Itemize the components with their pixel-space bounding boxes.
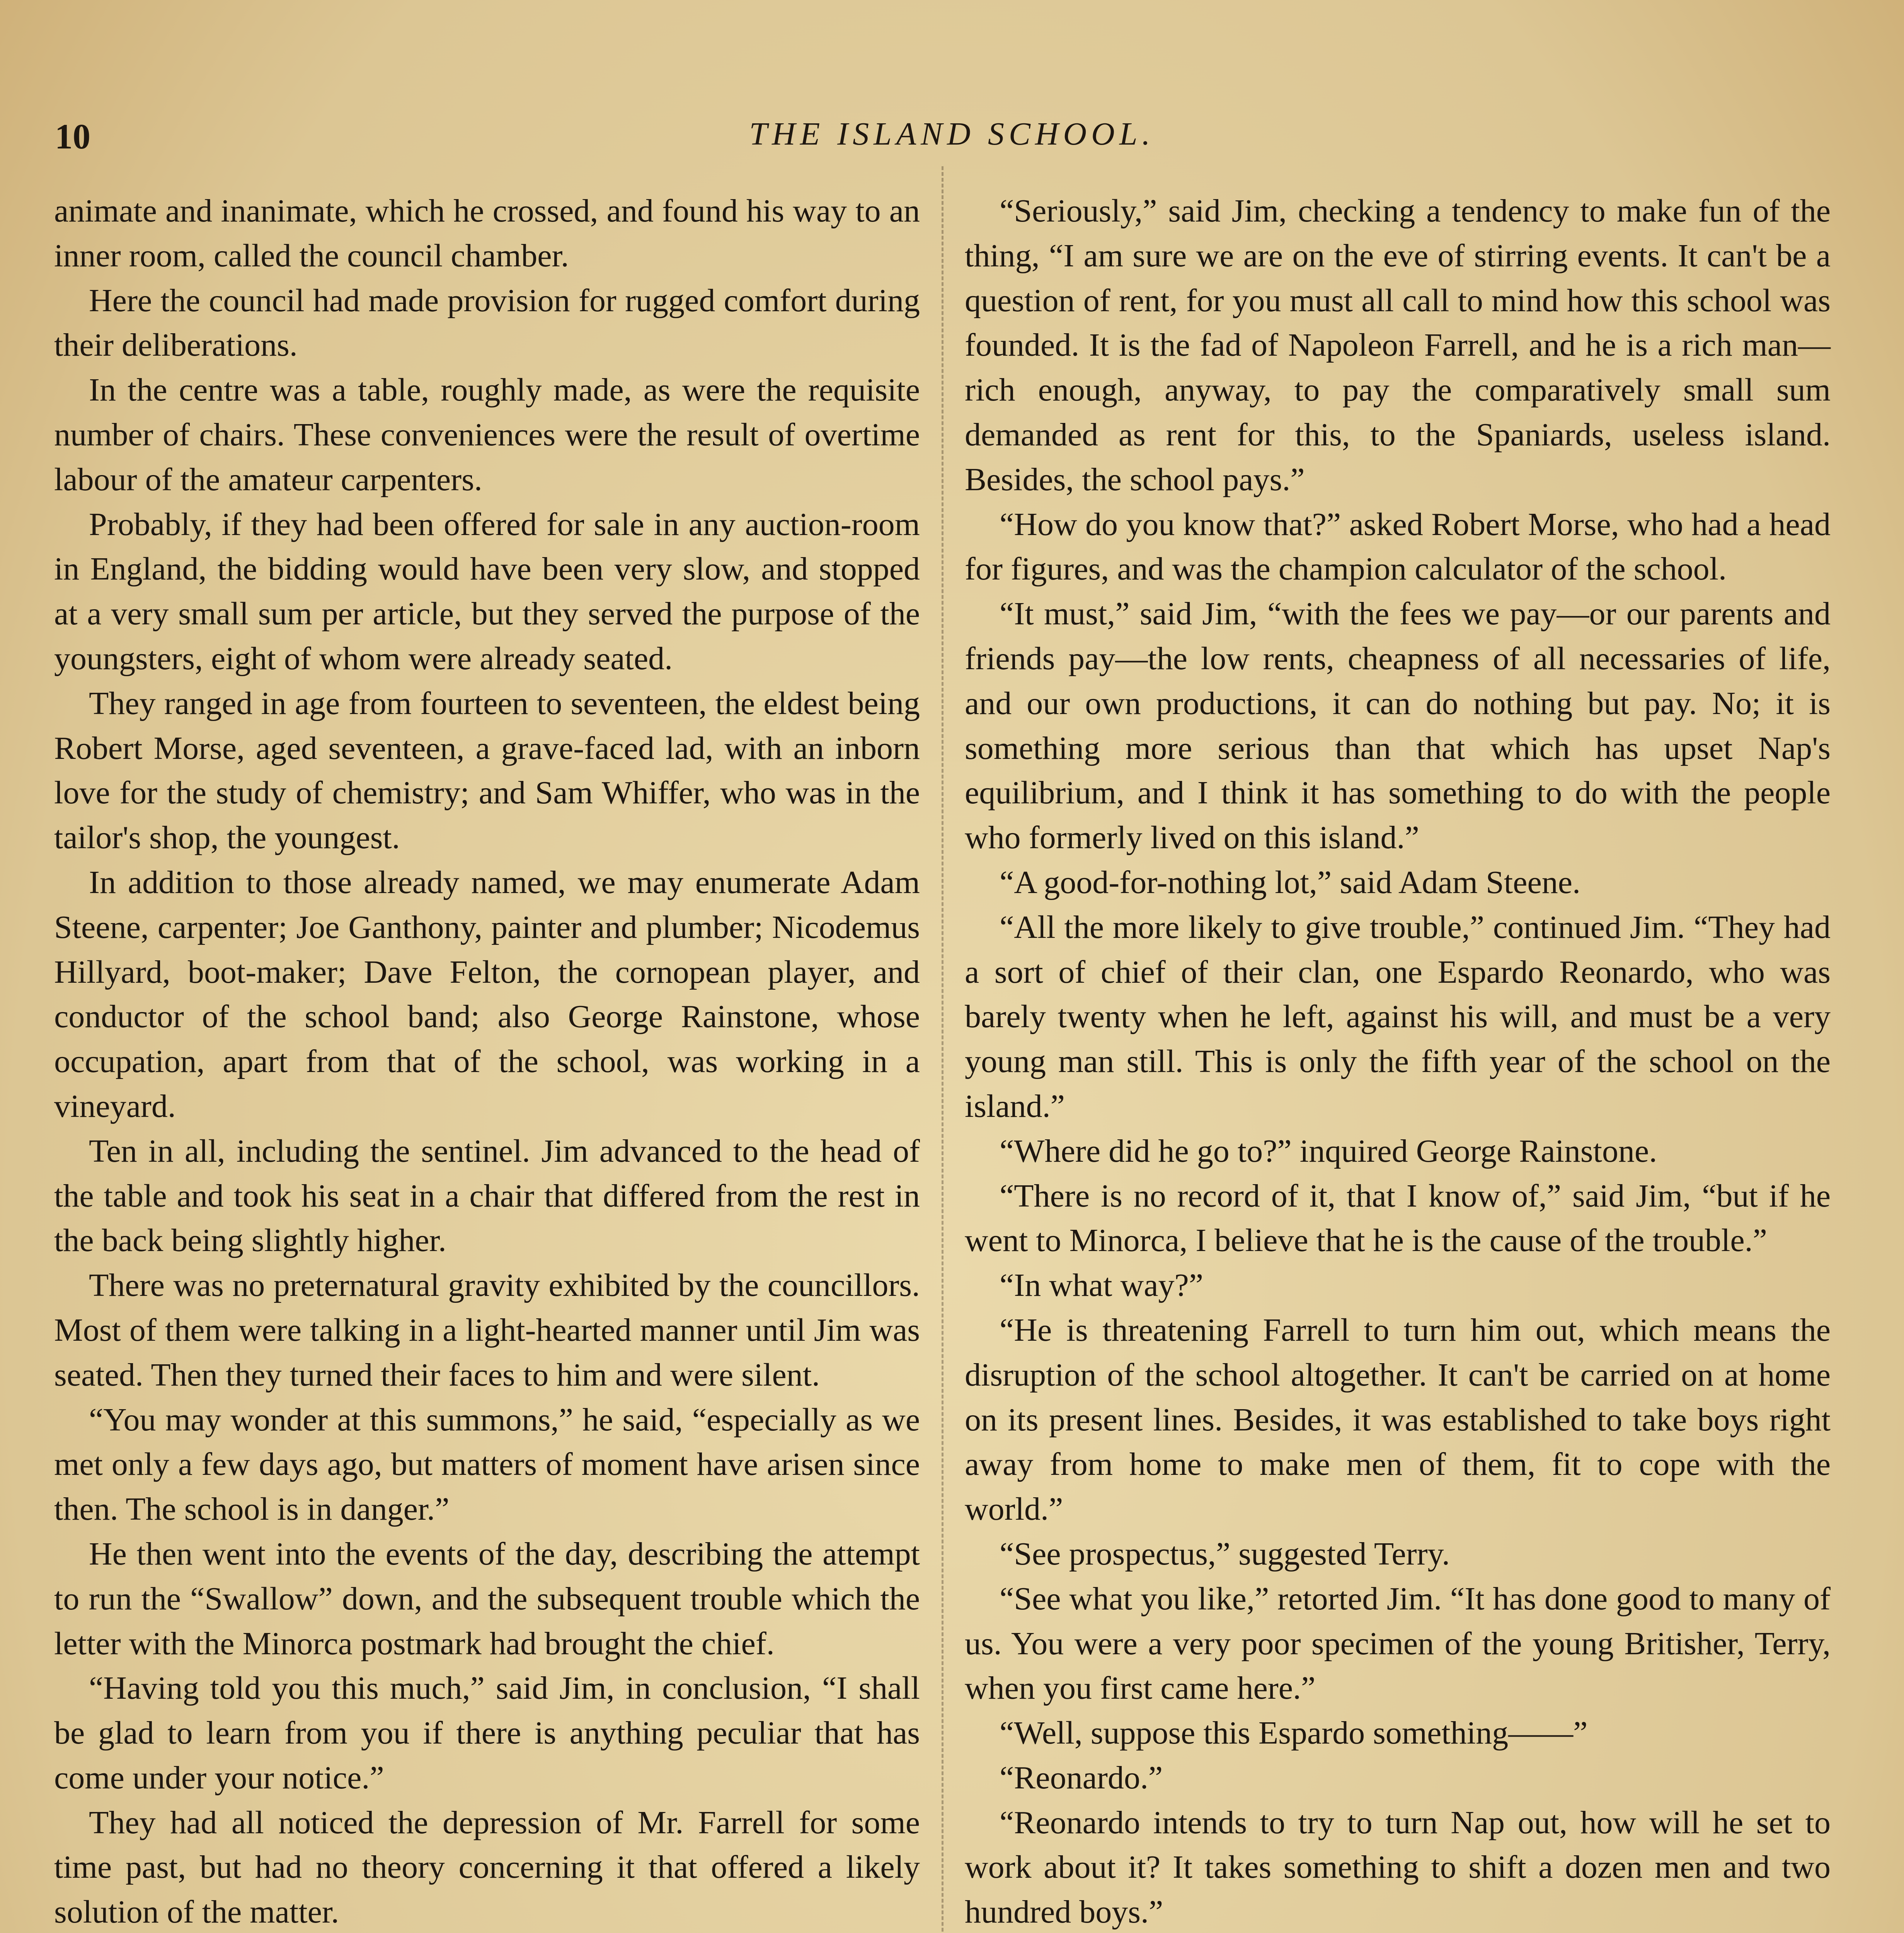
paragraph: “Having told you this much,” said Jim, in conclusion, “I shall be glad to learn from you if there is anything peculiar that has come under your notice.”	[54, 1670, 920, 1796]
paragraph: In addition to those already named, we may enumerate Adam Steene, carpenter; Joe Ganthony, painter and plumber; Nicodemus Hillyard, boot-maker; Dave Felton, the cornopean player, and conductor of the school band; also George Rainstone, whose occupation, apart from that of the school, was working in a vineyard.	[54, 864, 920, 1124]
column-divider	[942, 166, 943, 1933]
paragraph: Here the council had made provision for rugged comfort during their deliberations.	[54, 282, 920, 363]
right-column	[965, 189, 1831, 1933]
paragraph: Probably, if they had been offered for sale in any auction-room in England, the bidding would have been very slow, and stopped at a very small sum per article, but they served the purpose of the youngsters, eight of whom were already seated.	[54, 506, 920, 677]
paragraph: “Reonardo intends to try to turn Nap out, how will he set to work about it? It takes something to shift a dozen men and two hundred boys.”	[965, 1804, 1831, 1930]
paragraph: “You may wonder at this summons,” he said, “especially as we met only a few days ago, but matters of moment have arisen since then. The school is in danger.”	[54, 1401, 920, 1527]
paragraph: “A good-for-nothing lot,” said Adam Steene.	[1000, 864, 1581, 900]
paragraph: “There is no record of it, that I know of,” said Jim, “but if he went to Minorca, I believe that he is the cause of the trouble.”	[965, 1178, 1831, 1259]
paragraph: “Reonardo.”	[1000, 1759, 1163, 1796]
paragraph: In the centre was a table, roughly made, as were the requisite number of chairs. These conveniences were the result of overtime labour of the amateur carpenters.	[54, 372, 920, 498]
paragraph: There was no preternatural gravity exhibited by the councillors. Most of them were talking in a light-hearted manner until Jim was seated. Then they turned their faces to him and were silent.	[54, 1267, 920, 1393]
page-number: 10	[55, 117, 90, 156]
paragraph: “Where did he go to?” inquired George Rainstone.	[1000, 1133, 1657, 1169]
paragraph: “Well, suppose this Espardo something——”	[1000, 1715, 1588, 1751]
paragraph: “In what way?”	[1000, 1267, 1204, 1304]
running-title: THE ISLAND SCHOOL.	[749, 116, 1155, 152]
paragraph: “All the more likely to give trouble,” continued Jim. “They had a sort of chief of their clan, one Espardo Reonardo, who was barely twenty when he left, against his will, and must be a very young man still. This is only the fifth year of the school on the island.”	[965, 909, 1831, 1124]
paragraph: “How do you know that?” asked Robert Morse, who had a head for figures, and was the champion calculator of the school.	[965, 506, 1831, 587]
paragraph: Ten in all, including the sentinel. Jim advanced to the head of the table and took his seat in a chair that differed from the rest in the back being slightly higher.	[54, 1133, 920, 1259]
left-column	[54, 189, 920, 1933]
paragraph: They ranged in age from fourteen to seventeen, the eldest being Robert Morse, aged seventeen, a grave-faced lad, with an inborn love for the study of chemistry; and Sam Whiffer, who was in the tailor's shop, the youngest.	[54, 685, 920, 856]
paragraph: They had all noticed the depression of Mr. Farrell for some time past, but had no theory concerning it that offered a likely solution of the matter.	[54, 1804, 920, 1930]
paragraph: “Seriously,” said Jim, checking a tendency to make fun of the thing, “I am sure we are on the eve of stirring events. It can't be a question of rent, for you must all call to mind how this school was founded. It is the fad of Napoleon Farrell, and he is a rich man—rich enough, anyway, to pay the comparatively small sum demanded as rent for this, to the Spaniards, useless island. Besides, the school pays.”	[965, 193, 1831, 498]
paragraph: “See prospectus,” suggested Terry.	[1000, 1536, 1450, 1572]
paragraph: He then went into the events of the day, describing the attempt to run the “Swallow” down, and the subsequent trouble which the letter with the Minorca postmark had brought the chief.	[54, 1536, 920, 1662]
paragraph: “It must,” said Jim, “with the fees we pay—or our parents and friends pay—the low rents, cheapness of all necessaries of life, and our own productions, it can do nothing but pay. No; it is something more serious than that which has upset Nap's equilibrium, and I think it has something to do with the people who formerly lived on this island.”	[965, 596, 1831, 856]
paragraph: animate and inanimate, which he crossed, and found his way to an inner room, called the council chamber.	[54, 193, 920, 274]
paragraph: “He is threatening Farrell to turn him out, which means the disruption of the school altogether. It can't be carried on at home on its present lines. Besides, it was established to take boys right away from home to make men of them, fit to cope with the world.”	[965, 1312, 1831, 1527]
paragraph: “See what you like,” retorted Jim. “It has done good to many of us. You were a very poor specimen of the young Britisher, Terry, when you first came here.”	[965, 1580, 1831, 1706]
